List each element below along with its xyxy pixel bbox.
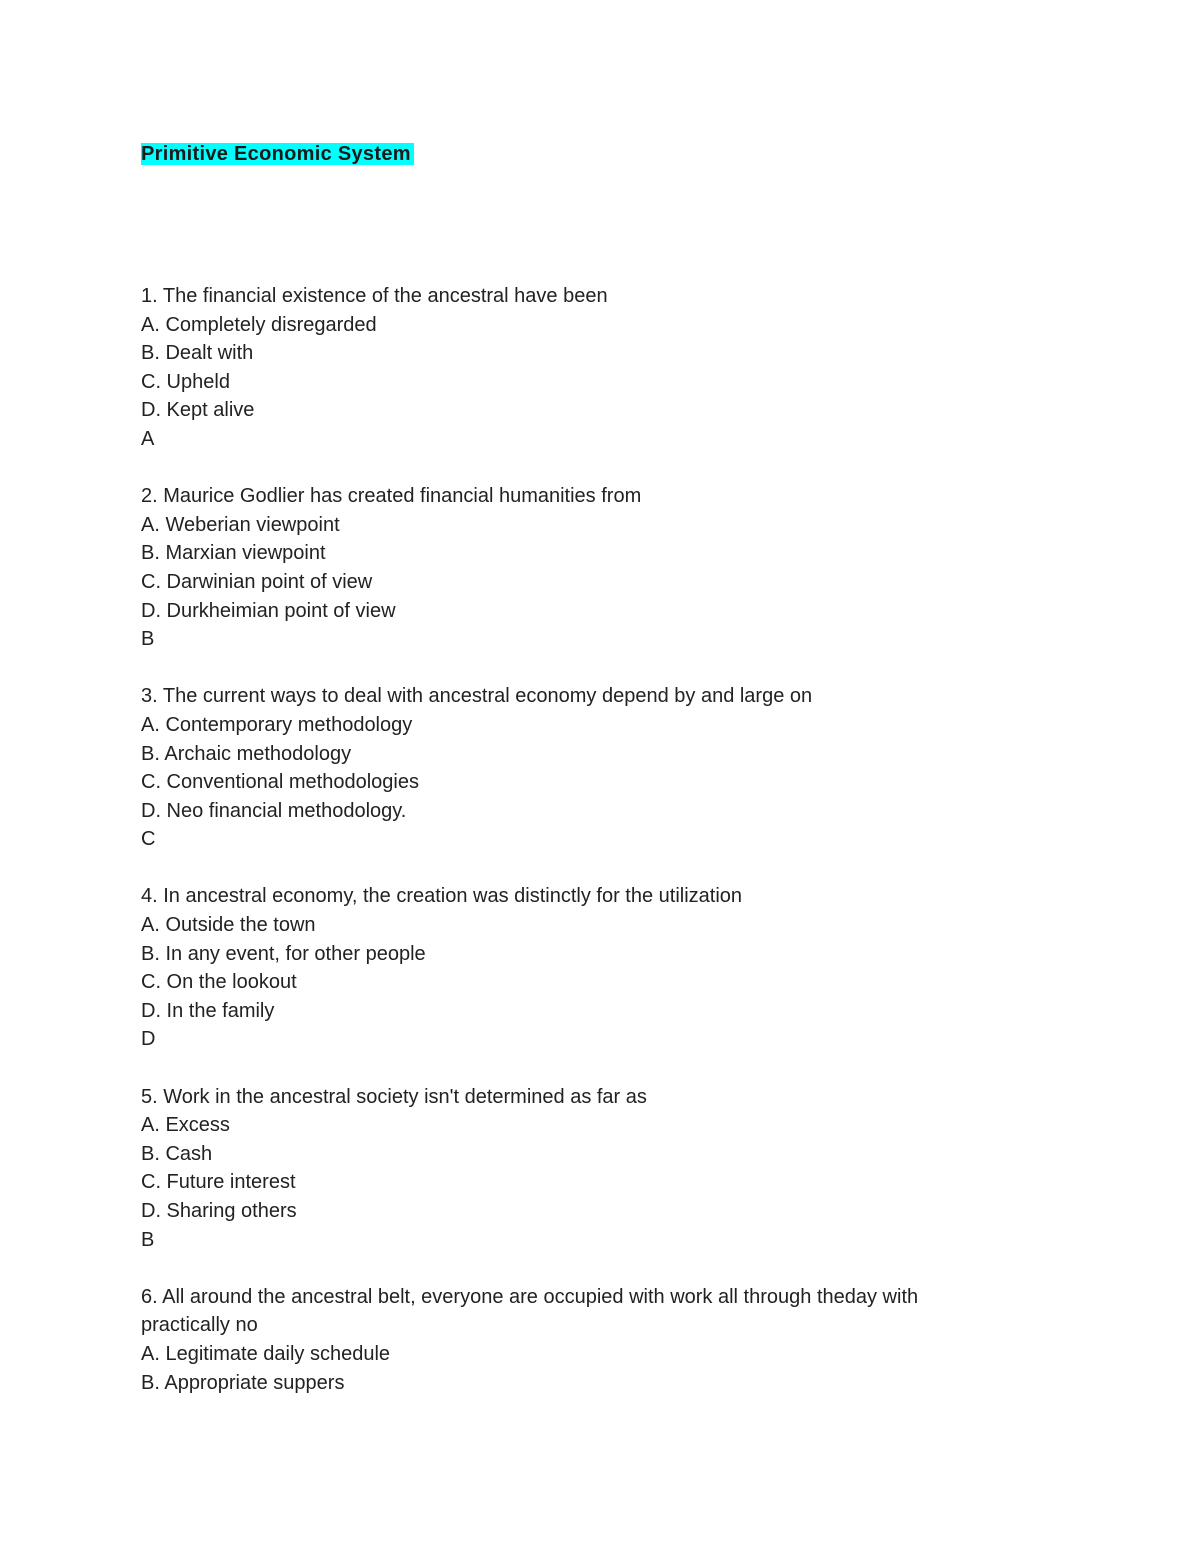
question-text: 5. Work in the ancestral society isn't determined as far as: [141, 1085, 647, 1108]
option-b: B. Dealt with: [141, 342, 254, 365]
question-item: [141, 682, 1021, 854]
option-b: B. Cash: [141, 1142, 213, 1165]
question-text: 2. Maurice Godlier has created financial humanities from: [141, 485, 642, 508]
option-d: D. Durkheimian point of view: [141, 599, 396, 622]
option-a: A. Legitimate daily schedule: [141, 1342, 391, 1365]
answer-key: D: [141, 1028, 156, 1051]
option-c: C. Future interest: [141, 1171, 296, 1194]
highlighted-title-text: Primitive Economic System: [141, 143, 414, 165]
question-item: [141, 282, 1021, 454]
question-text: 3. The current ways to deal with ancestral economy depend by and large on: [141, 685, 813, 708]
option-b: B. Archaic methodology: [141, 742, 352, 765]
option-c: C. Darwinian point of view: [141, 570, 373, 593]
document-title: [141, 140, 414, 168]
question-item: [141, 482, 1021, 654]
option-a: A. Excess: [141, 1114, 230, 1137]
option-a: A. Outside the town: [141, 914, 316, 937]
question-item: [141, 1283, 1021, 1397]
option-d: D. In the family: [141, 999, 275, 1022]
option-a: A. Completely disregarded: [141, 313, 377, 336]
option-b: B. Appropriate suppers: [141, 1371, 345, 1394]
answer-key: B: [141, 628, 155, 651]
question-text: 1. The financial existence of the ancestral have been: [141, 285, 608, 307]
question-list: [141, 282, 1021, 1426]
answer-key: C: [141, 828, 156, 851]
option-c: C. On the lookout: [141, 971, 297, 994]
answer-key: B: [141, 1228, 155, 1251]
question-text: 6. All around the ancestral belt, everyone are occupied with work all through theday with practically no: [141, 1285, 919, 1337]
answer-key: A: [141, 427, 155, 450]
option-d: D. Neo financial methodology.: [141, 799, 407, 822]
option-d: D. Sharing others: [141, 1200, 297, 1222]
option-c: C. Upheld: [141, 370, 230, 393]
option-b: B. Marxian viewpoint: [141, 542, 326, 565]
question-item: [141, 882, 1021, 1054]
option-c: C. Conventional methodologies: [141, 771, 419, 794]
option-a: A. Weberian viewpoint: [141, 513, 340, 536]
option-b: B. In any event, for other people: [141, 942, 426, 965]
question-text: 4. In ancestral economy, the creation was distinctly for the utilization: [141, 885, 743, 908]
question-item: [141, 1083, 1021, 1255]
option-d: D. Kept alive: [141, 399, 255, 422]
option-a: A. Contemporary methodology: [141, 713, 413, 736]
